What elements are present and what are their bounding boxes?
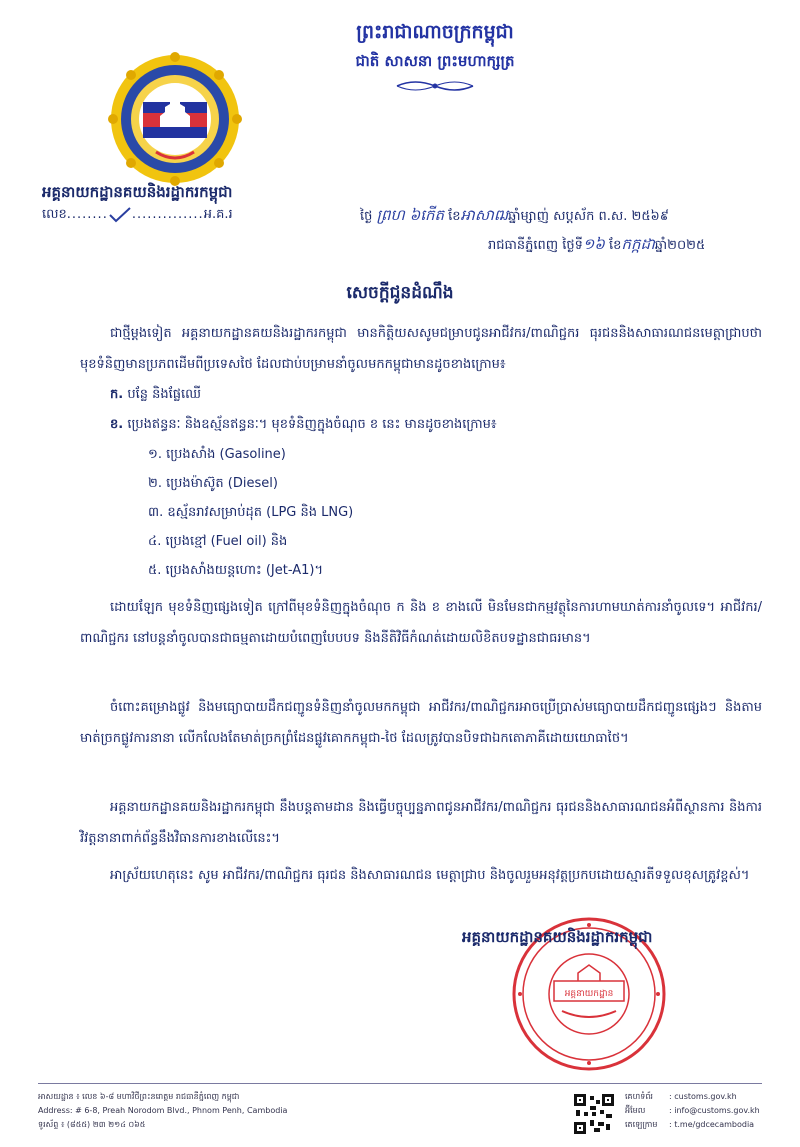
fuel-item-4: ៤. ប្រេងខ្មៅ (Fuel oil) និង (148, 534, 288, 549)
fuel-item-3: ៣. ឧស្ម័នរាវសម្រាប់ដុត (LPG និង LNG) (148, 505, 354, 520)
email-label: អ៊ីមែល (625, 1106, 646, 1115)
email-value[interactable]: : info@customs.gov.kh (669, 1106, 760, 1115)
lunar-handwritten-day: ព្រហ ៦កើត (376, 206, 444, 224)
footer-website[interactable] (625, 1090, 760, 1104)
ref-suffix: អ.គ.រ (203, 207, 233, 222)
ref-dots-left: ........ (66, 207, 108, 222)
footer-address-block (38, 1090, 287, 1132)
customs-emblem-logo (108, 52, 242, 186)
solar-date (488, 235, 705, 257)
lunar-prefix: ថ្ងៃ (360, 209, 373, 224)
fuel-item-1: ១. ប្រេងសាំង (Gasoline) (148, 447, 286, 462)
paragraph-monitoring (80, 792, 762, 854)
lunar-month-handwritten: អាសាឍ (460, 206, 509, 224)
website-value[interactable]: : customs.gov.kh (669, 1092, 737, 1101)
lunar-date-rest: ឆ្នាំម្សាញ់ សប្តស័ក ព.ស. ២៥៦៩ (508, 209, 669, 224)
ref-label: លេខ (42, 207, 67, 222)
paragraph-monitoring-text: អគ្គនាយកដ្ឋានគយនិងរដ្ឋាករកម្ពុជា នឹងបន្តតាមដាន និងធ្វើបច្ចុប្បន្នភាពជូនអាជីវករ/ពាណិជ្ជករ ធុរជននិងសាធារណជនអំពីស្ថានការ និងការវិវត្តនានាពាក់ព័ន្ធនឹងវិធានការខាងលើនេះ។ (80, 800, 762, 846)
item-b (110, 416, 497, 435)
telegram-label: តេឡេក្រាម (625, 1120, 658, 1129)
notice-title: សេចក្តីជូនដំណឹង (346, 283, 454, 303)
stamp-inner-text: អគ្គនាយកដ្ឋាន (564, 989, 614, 999)
paragraph-other-goods (80, 592, 762, 654)
signature-department: អគ្គនាយកដ្ឋានគយនិងរដ្ឋាករកម្ពុជា (462, 928, 653, 946)
website-label: គេហទំព័រ (625, 1092, 653, 1101)
footer-email[interactable] (625, 1104, 760, 1118)
paragraph-conclusion-text: អាស្រ័យហេតុនេះ សូម អាជីវករ/ពាណិជ្ជករ ធុរជន និងសាធារណជន មេត្តាជ្រាប និងចូលរួមអនុវត្តប្រកបដោយស្មារតីទទួលខុសត្រូវខ្ពស់។ (110, 868, 750, 883)
lunar-month-prefix: ខែ (448, 209, 461, 224)
solar-prefix: រាជធានីភ្នំពេញ ថ្ងៃទី (488, 238, 583, 253)
department-name: អគ្គនាយកដ្ឋានគយនិងរដ្ឋាករកម្ពុជា (42, 183, 233, 201)
item-a-label: ក. (110, 387, 124, 402)
ref-dots-right: .............. (131, 207, 204, 222)
telegram-value[interactable]: : t.me/gdcecambodia (669, 1120, 755, 1129)
item-b-label: ខ. (110, 417, 124, 432)
handwritten-check-icon (108, 207, 132, 223)
lunar-date (360, 206, 669, 228)
paragraph-conclusion (80, 860, 762, 891)
footer-divider (38, 1083, 762, 1084)
intro-paragraph (80, 318, 762, 380)
item-b-text: ប្រេងឥន្ធនៈ និងឧស្ម័នឥន្ធនៈ។ មុខទំនិញក្នុងចំណុច ខ នេះ មានដូចខាងក្រោម៖ (127, 417, 497, 432)
item-a-text: បន្លែ និងផ្លែឈើ (127, 387, 201, 402)
national-motto: ជាតិ សាសនា ព្រះមហាក្សត្រ (355, 52, 515, 70)
paragraph-other-goods-text: ដោយឡែក មុខទំនិញផ្សេងទៀត ក្រៅពីមុខទំនិញក្នុងចំណុច ក និង ខ ខាងលើ មិនមែនជាកម្មវត្ថុនៃការហាមឃាត់ការនាំចូលទេ។ អាជីវករ/ពាណិជ្ជករ នៅបន្តនាំចូលបានជាធម្មតាដោយបំពេញបែបបទ និងនីតិវិធីកំណត់ដោយលិខិតបទដ្ឋានជាធរមាន។ (80, 600, 762, 646)
paragraph-transport-text: ចំពោះគម្រោងផ្លូវ និងមធ្យោបាយដឹកជញ្ជូនទំនិញនាំចូលមកកម្ពុជា អាជីវករ/ពាណិជ្ជករអាចប្រើប្រាស់មធ្យោបាយដឹកជញ្ជូនផ្សេងៗ និងតាមមាត់ច្រកផ្លូវការនានា លើកលែងតែមាត់ច្រកព្រំដែនផ្លូវគោកកម្ពុជា-ថៃ ដែលត្រូវបានបិទជាឯកតោភាគីដោយយោធាថៃ។ (80, 700, 762, 746)
footer-phone: ទូរស័ព្ទ ៖ (៨៥៥) ២៣ ២១៤ ០៦៥ (38, 1120, 146, 1129)
reference-number-line (42, 206, 233, 225)
fuel-item-5: ៥. ប្រេងសាំងយន្តហោះ (Jet-A1)។ (148, 563, 324, 578)
solar-year: ឆ្នាំ២០២៥ (654, 238, 706, 253)
paragraph-transport (80, 692, 762, 754)
footer-telegram[interactable] (625, 1118, 760, 1132)
item-a (110, 386, 201, 405)
fuel-item-2: ២. ប្រេងម៉ាស៊ូត (Diesel) (148, 476, 278, 491)
solar-month-handwritten: កក្កដា (621, 235, 655, 253)
ornament-divider-icon (395, 78, 475, 94)
qr-code-icon (574, 1094, 614, 1134)
solar-day-handwritten: ១៦ (582, 235, 605, 253)
footer-address-en: Address: # 6-8, Preah Norodom Blvd., Phnom Penh, Cambodia (38, 1106, 288, 1115)
footer-contacts (625, 1090, 760, 1132)
footer-address-kh: អាសយដ្ឋាន ៖ លេខ ៦-៨ មហាវិថីព្រះនរោត្តម រាជធានីភ្នំពេញ កម្ពុជា (38, 1092, 240, 1101)
kingdom-heading: ព្រះរាជាណាចក្រកម្ពុជា (356, 21, 514, 43)
intro-text: ជាថ្មីម្តងទៀត អគ្គនាយកដ្ឋានគយនិងរដ្ឋាករកម្ពុជា មានកិត្តិយសសូមជម្រាបជូនអាជីវករ/ពាណិជ្ជករ ធុរជននិងសាធារណជនមេត្តាជ្រាបថា មុខទំនិញមានប្រភពដើមពីប្រទេសថៃ ដែលជាប់បម្រាមនាំចូលមកកម្ពុជាមានដូចខាងក្រោម៖ (80, 326, 762, 372)
solar-month-prefix: ខែ (609, 238, 622, 253)
